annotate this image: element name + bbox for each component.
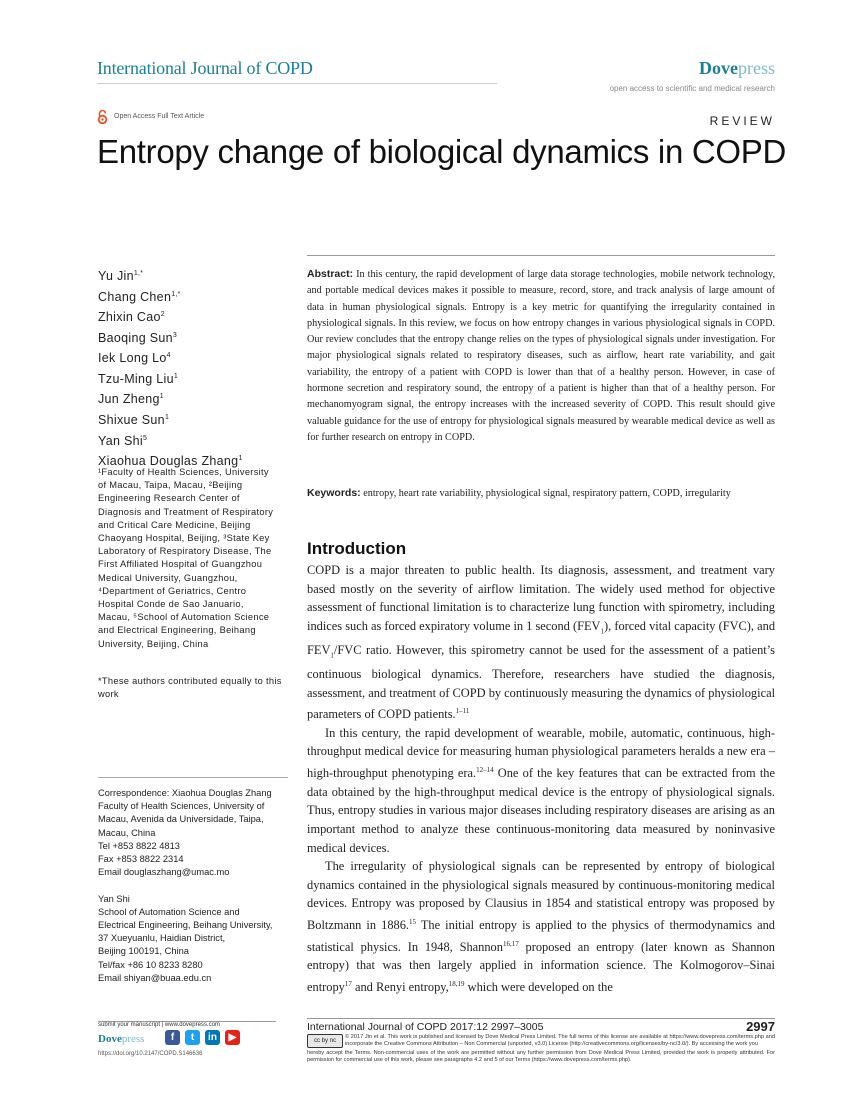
license-text-continued: hereby accept the Terms. Non-commercial uses of the work are permitted without any further permission from Dove Medical Press Limited, provided the work is properly attributed. For permission for commercial use of this work, please see paragraphs 4.2 and 5 of our Terms (https://www.dovepress.com/terms.php). xyxy=(307,1050,775,1064)
correspondence-line[interactable]: Email shiyan@buaa.edu.cn xyxy=(98,972,212,983)
author-name: Zhixin Cao$^2$ xyxy=(98,310,165,325)
article-type: REVIEW xyxy=(709,114,775,128)
publisher-logo[interactable] xyxy=(699,58,775,79)
publisher-logo-dove: Dove xyxy=(699,58,738,78)
citation-line: International Journal of COPD 2017:12 2997–3005 xyxy=(307,1021,544,1033)
keywords xyxy=(307,485,775,502)
author-name: Tzu-Ming Liu$^1$ xyxy=(98,371,179,386)
correspondence-divider xyxy=(98,777,288,778)
correspondence-line: Beijing 100191, China xyxy=(98,946,189,957)
correspondence-line: School of Automation Science and xyxy=(98,906,240,917)
affiliations: ¹Faculty of Health Sciences, University of Macau, Taipa, Macau, ²Beijing Engineering Research Center of Diagnosis and Treatment of Respiratory and Critical Care Medicine, Beijing Chaoyang Hospital, Beijing, ³State Key Laboratory of Respiratory Disease, The First Affiliated Hospital of Guangzhou Medical University, Guangzhou, ⁴Department of Geriatrics, Centro Hospital Conde de Sao Januario, Macau, ⁵School of Automation Science and Electrical Engineering, Beihang University, Beijing, China xyxy=(98,467,274,649)
abstract-top-divider xyxy=(307,255,775,256)
section-heading-introduction: Introduction xyxy=(307,539,407,558)
correspondence-line: Fax +853 8822 2314 xyxy=(98,854,184,865)
citation-ref[interactable]: 15 xyxy=(409,917,417,926)
correspondence-line: 37 Xueyuanlu, Haidian District, xyxy=(98,933,226,944)
twitter-icon[interactable]: t xyxy=(185,1030,200,1045)
paragraph: In this century, the rapid development of wearable, mobile, automatic, continuous, high-throughput medical device for measuring human physiological parameters heralds a new era – high-throughput phenotyping era.$^{12-14}$ One of the key features that can be extracted from the data obtained by the high-throughput medical device is the entropy of physiological signals. Thus, entropy studies in various major diseases including respiratory diseases are arising as an important method to analyze these continuous-monitoring data measured by noninvasive medical devices. xyxy=(307,725,775,855)
author-name: Yu Jin$^{1,*}$ xyxy=(98,269,144,284)
citation-ref[interactable]: 12–14 xyxy=(476,766,494,774)
correspondence-line: Macau, China xyxy=(98,827,156,838)
abstract-label: Abstract: xyxy=(307,268,354,280)
author-name: Jun Zheng$^1$ xyxy=(98,392,164,407)
equal-contribution-note: *These authors contributed equally to this work xyxy=(98,676,282,700)
creative-commons-badge[interactable]: cc by nc xyxy=(307,1034,343,1048)
journal-name[interactable]: International Journal of COPD xyxy=(97,58,313,78)
page-number: 2997 xyxy=(746,1019,775,1034)
citation-ref[interactable]: 1–11 xyxy=(455,707,470,716)
keywords-text: entropy, heart rate variability, physiological signal, respiratory pattern, COPD, irregularity xyxy=(363,488,731,499)
correspondence-line: Tel +853 8822 4813 xyxy=(98,840,180,851)
correspondence-line: Yan Shi xyxy=(98,893,130,904)
citation-ref[interactable]: 18,19 xyxy=(448,979,465,988)
author-name: Baoqing Sun$^3$ xyxy=(98,330,178,345)
publisher-tagline: open access to scientific and medical research xyxy=(609,84,775,93)
citation-ref[interactable]: 17 xyxy=(344,979,352,988)
correspondence-line: Faculty of Health Sciences, University of xyxy=(98,801,265,812)
abstract-text: In this century, the rapid development of large data storage technologies, mobile network technology, and portable medical devices makes it possible to measure, record, store, and track analysis of large amount of data in human physiological signals. Entropy is a key metric for quantifying the irregularity contained in physiological signals. In this review, we focus on how entropy changes in various physiological signals in COPD. Our review concludes that the entropy change relies on the types of physiological signals under investigation. For major physiological signals related to respiratory diseases, such as airflow, heart rate variability, and gait variability, the entropy of a patient with COPD is lower than that of a healthy person. However, in case of hormone secretion and respiratory sound, the entropy of a patient is higher than that of a healthy person. For mechanomyogram signal, the entropy increases with the increased severity of COPD. This result should give valuable guidance for the use of entropy for physiological signals measured by wearable medical device as well as for further research on entropy in COPD. xyxy=(307,269,775,443)
article-title: Entropy change of biological dynamics in COPD xyxy=(97,133,787,170)
author-name: Shixue Sun$^1$ xyxy=(98,413,170,428)
author-name: Chang Chen$^{1,*}$ xyxy=(98,289,181,304)
correspondence-line[interactable]: Email douglaszhang@umac.mo xyxy=(98,867,230,878)
correspondence-line: Macau, Avenida da Universidade, Taipa, xyxy=(98,814,264,825)
correspondence-line xyxy=(98,879,298,892)
linkedin-icon[interactable]: in xyxy=(205,1030,220,1045)
facebook-icon[interactable]: f xyxy=(165,1030,180,1045)
paragraph: The irregularity of physiological signals can be represented by entropy of biological dynamics contained in the physiological signals measured by continuous-monitoring medical devices. Entropy was proposed by Clausius in 1854 and statistical entropy was proposed by Boltzmann in 1886.15 The initial entropy is applied to the physics of thermodynamics and statistical physics. In 1948, Shannon$^{16,17}$ proposed an entropy (later known as Shannon entropy) that was then largely applied in information science. The Kolmogorov–Sinai entropy$^{17}$ and Renyi entropy,$^{18,19}$ which were developed on the xyxy=(307,859,775,995)
social-links xyxy=(165,1030,240,1045)
correspondence-block xyxy=(98,787,298,985)
footer-divider-right xyxy=(307,1018,775,1019)
author-list xyxy=(98,265,293,471)
correspondence-line: Correspondence: Xiaohua Douglas Zhang xyxy=(98,788,272,798)
doi-link[interactable]: https://doi.org/10.2147/COPD.S146636 xyxy=(98,1051,203,1057)
open-access-icon xyxy=(97,110,108,124)
footer-publisher-logo[interactable]: Dovepress xyxy=(98,1033,145,1045)
paragraph: COPD is a major threaten to public health. Its diagnosis, assessment, and treatment vary based mostly on the severity of airflow limitation. The widely used method for objective assessment of functional limitation is to characterize lung function with spirometry, including indices such as forced expiratory volume in 1 second $(FEV_1)$, forced vital capacity (FVC), and $FEV_1$/FVC ratio. However, this spirometry cannot be used for the assessment of a patient’s continuous biological dynamics. Therefore, researchers have studied the diagnosis, assessment, and treatment of COPD by continuously measuring the dynamics of physiological parameters of COPD patients.$^{1-11}$ xyxy=(307,563,776,722)
author-name: Yan Shi$^5$ xyxy=(98,433,148,448)
correspondence-line: Electrical Engineering, Beihang University, xyxy=(98,920,273,931)
abstract xyxy=(307,266,775,446)
correspondence-line: Tel/fax +86 10 8233 8280 xyxy=(98,959,203,970)
keywords-label: Keywords: xyxy=(307,487,361,499)
author-name: Xiaohua Douglas Zhang$^1$ xyxy=(98,454,243,469)
license-text: © 2017 Jin et al. This work is published and licensed by Dove Medical Press Limited. The full terms of this license are available at https://www.dovepress.com/terms.php and incorporate the Creative Commons Attribution – Non Commercial (unported, v3.0) License (http://creativecommons.org/licenses/by-nc/3.0/). By accessing the work you xyxy=(345,1034,775,1048)
introduction-body xyxy=(307,561,775,997)
submit-manuscript-link[interactable]: submit your manuscript | www.dovepress.com xyxy=(98,1022,220,1028)
publisher-logo-press: press xyxy=(738,58,775,78)
citation-ref[interactable]: 16,17 xyxy=(502,939,519,948)
open-access-label: Open Access Full Text Article xyxy=(114,113,205,120)
header-divider xyxy=(97,83,497,84)
author-name: Iek Long Lo$^4$ xyxy=(98,351,171,366)
youtube-icon[interactable]: ▶ xyxy=(225,1030,240,1045)
